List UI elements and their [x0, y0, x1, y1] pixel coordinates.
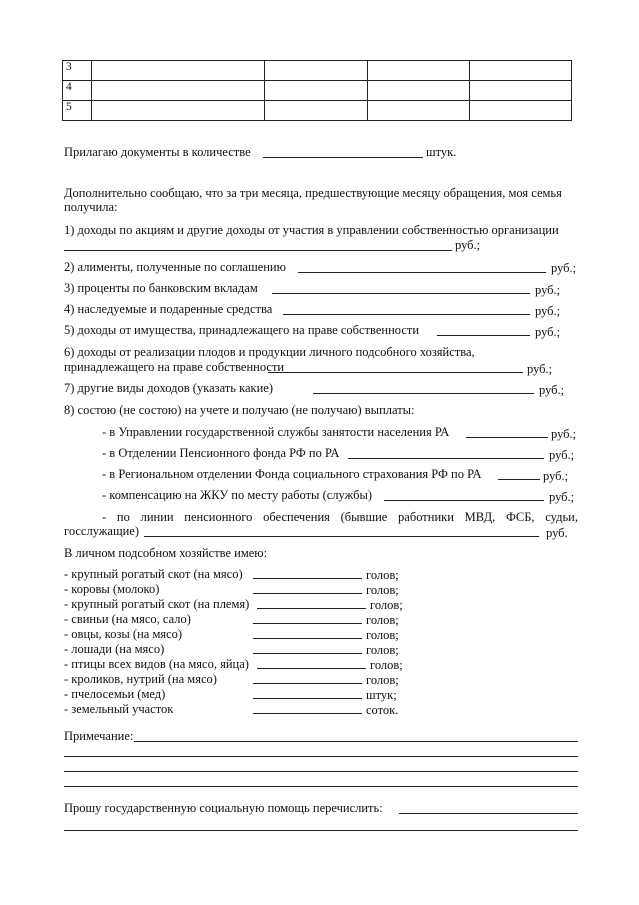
income-item-5-field[interactable] — [437, 335, 530, 336]
note-field-line[interactable] — [64, 771, 578, 772]
farm-item-field[interactable] — [257, 608, 366, 609]
income-item-4-field[interactable] — [283, 314, 530, 315]
farm-item-field[interactable] — [253, 593, 362, 594]
table-cell[interactable] — [470, 81, 572, 101]
farm-item-field[interactable] — [253, 698, 362, 699]
farm-item-field[interactable] — [253, 638, 362, 639]
transfer-field[interactable] — [399, 813, 578, 814]
farm-item-label: - коровы (молоко) — [64, 582, 160, 596]
income-item-1-field[interactable] — [64, 250, 452, 251]
farm-item-unit: голов; — [370, 598, 403, 612]
info-line-2: получила: — [64, 200, 118, 214]
note-field-line[interactable] — [134, 741, 578, 742]
payment-4-field[interactable] — [384, 500, 544, 501]
farm-heading: В личном подсобном хозяйстве имею: — [64, 546, 268, 560]
farm-item-unit: голов; — [366, 613, 399, 627]
note-field-line[interactable] — [64, 786, 578, 787]
income-item-6-label-1: 6) доходы от реализации плодов и продукции личного подсобного хозяйства, — [64, 345, 475, 359]
payment-4-label: - компенсацию на ЖКУ по месту работы (службы) — [102, 488, 373, 502]
income-item-1-unit: руб.; — [455, 238, 481, 252]
farm-item-field[interactable] — [253, 623, 362, 624]
attach-count-field[interactable] — [263, 157, 423, 158]
transfer-label: Прошу государственную социальную помощь перечислить: — [64, 801, 383, 815]
row-number: 3 — [63, 61, 92, 81]
table-cell[interactable] — [470, 61, 572, 81]
farm-item-label: - кроликов, нутрий (на мясо) — [64, 672, 217, 686]
income-item-6-unit: руб.; — [527, 362, 553, 376]
info-line-1: Дополнительно сообщаю, что за три месяца, предшествующие месяцу обращения, моя семья — [64, 186, 562, 200]
table-cell[interactable] — [92, 101, 265, 121]
payment-5-label-1: - по линии пенсионного обеспечения (бывшие работники МВД, ФСБ, судьи, — [102, 510, 578, 524]
table-cell[interactable] — [368, 101, 470, 121]
table-cell[interactable] — [368, 61, 470, 81]
payment-4-unit: руб.; — [549, 490, 575, 504]
farm-item-label: - лошади (на мясо) — [64, 642, 165, 656]
table-cell[interactable] — [265, 61, 368, 81]
table-cell[interactable] — [470, 101, 572, 121]
payment-1-field[interactable] — [466, 437, 548, 438]
payment-2-label: - в Отделении Пенсионного фонда РФ по РА — [102, 446, 340, 460]
income-item-6-label-2: принадлежащего на праве собственности — [64, 360, 285, 374]
farm-item-field[interactable] — [253, 578, 362, 579]
payment-5-field[interactable] — [144, 536, 539, 537]
table-row — [63, 101, 572, 121]
farm-item-unit: голов; — [366, 568, 399, 582]
income-item-2-label: 2) алименты, полученные по соглашению — [64, 260, 286, 274]
table-row — [63, 61, 572, 81]
table-cell[interactable] — [368, 81, 470, 101]
income-item-2-unit: руб.; — [551, 261, 577, 275]
note-field-line[interactable] — [64, 756, 578, 757]
payment-1-label: - в Управлении государственной службы занятости населения РА — [102, 425, 450, 439]
income-item-3-unit: руб.; — [535, 283, 561, 297]
farm-item-field[interactable] — [257, 668, 366, 669]
farm-item-label: - свиньи (на мясо, сало) — [64, 612, 191, 626]
note-label: Примечание: — [64, 729, 134, 743]
income-item-8-label: 8) состою (не состою) на учете и получаю (не получаю) выплаты: — [64, 403, 415, 417]
farm-item-unit: голов; — [366, 583, 399, 597]
farm-item-unit: голов; — [370, 658, 403, 672]
payment-3-unit: руб.; — [543, 469, 569, 483]
income-item-5-unit: руб.; — [535, 325, 561, 339]
farm-item-label: - пчелосемьи (мед) — [64, 687, 166, 701]
farm-item-unit: голов; — [366, 673, 399, 687]
income-item-5-label: 5) доходы от имущества, принадлежащего на праве собственности — [64, 323, 420, 337]
income-table — [62, 60, 572, 121]
income-item-7-label: 7) другие виды доходов (указать какие) — [64, 381, 273, 395]
table-cell[interactable] — [265, 81, 368, 101]
income-item-2-field[interactable] — [298, 272, 546, 273]
row-number: 5 — [63, 101, 92, 121]
farm-item-unit: штук; — [366, 688, 397, 702]
payment-2-unit: руб.; — [549, 448, 575, 462]
income-item-4-unit: руб.; — [535, 304, 561, 318]
payment-3-field[interactable] — [498, 479, 540, 480]
income-item-4-label: 4) наследуемые и подаренные средства — [64, 302, 273, 316]
income-item-1-label: 1) доходы по акциям и другие доходы от участия в управлении собственностью организации — [64, 223, 559, 237]
income-item-7-unit: руб.; — [539, 383, 565, 397]
income-item-3-field[interactable] — [272, 293, 530, 294]
farm-item-label: - птицы всех видов (на мясо, яйца) — [64, 657, 249, 671]
table-row — [63, 81, 572, 101]
payment-1-unit: руб.; — [551, 427, 577, 441]
farm-item-field[interactable] — [253, 683, 362, 684]
farm-item-label: - крупный рогатый скот (на племя) — [64, 597, 250, 611]
income-item-3-label: 3) проценты по банковским вкладам — [64, 281, 258, 295]
table-cell[interactable] — [265, 101, 368, 121]
payment-2-field[interactable] — [348, 458, 544, 459]
farm-item-unit: голов; — [366, 643, 399, 657]
row-number: 4 — [63, 81, 92, 101]
farm-item-unit: соток. — [366, 703, 399, 717]
transfer-field-line-2[interactable] — [64, 830, 578, 831]
payment-3-label: - в Региональном отделении Фонда социального страхования РФ по РА — [102, 467, 482, 481]
farm-item-label: - земельный участок — [64, 702, 174, 716]
payment-5-unit: руб. — [546, 526, 568, 540]
attach-unit: штук. — [426, 145, 457, 159]
farm-item-label: - овцы, козы (на мясо) — [64, 627, 183, 641]
table-cell[interactable] — [92, 61, 265, 81]
income-item-6-field[interactable] — [268, 372, 523, 373]
farm-item-field[interactable] — [253, 653, 362, 654]
table-cell[interactable] — [92, 81, 265, 101]
farm-item-unit: голов; — [366, 628, 399, 642]
income-item-7-field[interactable] — [313, 393, 534, 394]
farm-item-label: - крупный рогатый скот (на мясо) — [64, 567, 243, 581]
farm-item-field[interactable] — [253, 713, 362, 714]
payment-5-label-2: госслужащие) — [64, 524, 140, 538]
attach-label: Прилагаю документы в количестве — [64, 145, 251, 159]
